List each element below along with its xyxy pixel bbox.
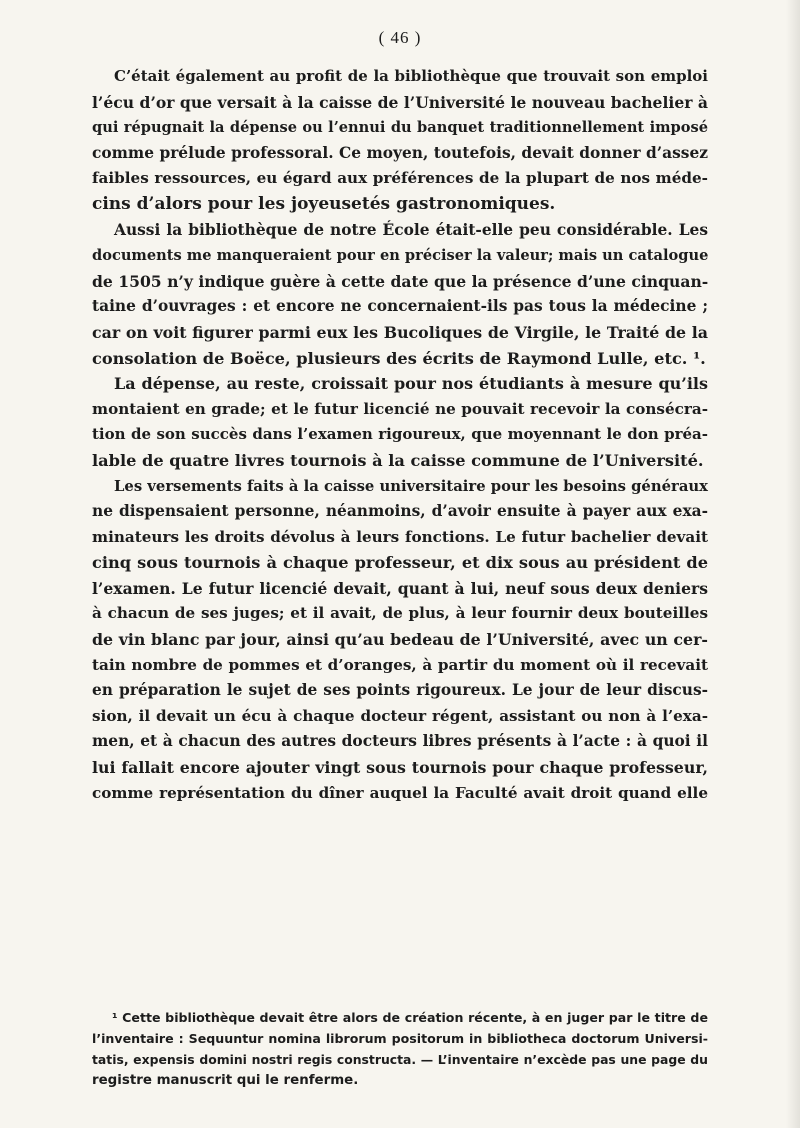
text-line: lable de quatre livres tournois à la caisse commune de l’Université. <box>92 450 704 470</box>
footnote-line: tatis, expensis domini nostri regis constructa. — L’inventaire n’excède pas une page du <box>92 1052 708 1067</box>
text-line: en préparation le sujet de ses points rigoureux. Le jour de leur discus- <box>92 681 708 700</box>
text-line: minateurs les droits dévolus à leurs fonctions. Le futur bachelier devait <box>92 527 708 546</box>
text-line: de 1505 n’y indique guère à cette date que la présence d’une cinquan- <box>92 271 709 291</box>
text-line: de vin blanc par jour, ainsi qu’au bedeau de l’Université, avec un cer- <box>92 630 708 650</box>
text-line: qui répugnait la dépense ou l’ennui du banquet traditionnellement imposé <box>92 119 708 137</box>
text-line: La dépense, au reste, croissait pour nos étudiants à mesure qu’ils <box>114 374 708 394</box>
footnote-line: ¹ Cette bibliothèque devait être alors de création récente, à en juger par le titre de <box>112 1010 708 1025</box>
text-line: taine d’ouvrages : et encore ne concernaient-ils pas tous la médecine ; <box>92 297 708 316</box>
text-line: tion de son succès dans l’examen rigoureux, que moyennant le don préa- <box>92 425 708 444</box>
text-line: cinq sous tournois à chaque professeur, et dix sous au président de <box>92 553 708 573</box>
text-line: C’était également au profit de la bibliothèque que trouvait son emploi <box>114 67 708 85</box>
page-number: ( 46 ) <box>378 28 422 47</box>
text-line: ne dispensaient personne, néanmoins, d’avoir ensuite à payer aux exa- <box>92 502 708 521</box>
text-line: à chacun de ses juges; et il avait, de plus, à leur fournir deux bouteilles <box>92 604 708 623</box>
text-line: tain nombre de pommes et d’oranges, à partir du moment où il recevait <box>92 655 708 674</box>
text-line: comme représentation du dîner auquel la Faculté avait droit quand elle <box>92 783 708 802</box>
footnote-line: registre manuscrit qui le renferme. <box>92 1073 359 1088</box>
text-line: l’écu d’or que versait à la caisse de l’Université le nouveau bachelier à <box>92 92 708 112</box>
text-line: Aussi la bibliothèque de notre École était-elle peu considérable. Les <box>114 220 708 239</box>
footnote <box>92 1007 708 1091</box>
text-line: car on voit figurer parmi eux les Bucoliques de Virgile, le Traité de la <box>92 322 708 342</box>
text-line: men, et à chacun des autres docteurs libres présents à l’acte : à quoi il <box>92 732 708 751</box>
text-line: cins d’alors pour les joyeusetés gastronomiques. <box>92 193 556 214</box>
text-line: l’examen. Le futur licencié devait, quant à lui, neuf sous deux deniers <box>92 578 708 598</box>
text-line: comme prélude professoral. Ce moyen, toutefois, devait donner d’assez <box>92 143 708 162</box>
footnote-line: l’inventaire : Sequuntur nomina librorum positorum in bibliotheca doctorum Universi- <box>92 1031 708 1046</box>
main-text <box>92 64 708 806</box>
page-edge-shadow <box>786 0 800 1128</box>
text-line: Les versements faits à la caisse universitaire pour les besoins généraux <box>114 477 708 495</box>
text-line: montaient en grade; et le futur licencié ne pouvait recevoir la consécra- <box>92 399 708 418</box>
text-line: documents me manqueraient pour en préciser la valeur; mais un catalogue <box>92 247 709 265</box>
text-line: consolation de Boëce, plusieurs des écrits de Raymond Lulle, etc. ¹. <box>92 348 706 368</box>
text-line: lui fallait encore ajouter vingt sous tournois pour chaque professeur, <box>92 758 708 778</box>
text-line: sion, il devait un écu à chaque docteur régent, assistant ou non à l’exa- <box>92 706 708 725</box>
text-line: faibles ressources, eu égard aux préférences de la plupart de nos méde- <box>92 169 708 188</box>
